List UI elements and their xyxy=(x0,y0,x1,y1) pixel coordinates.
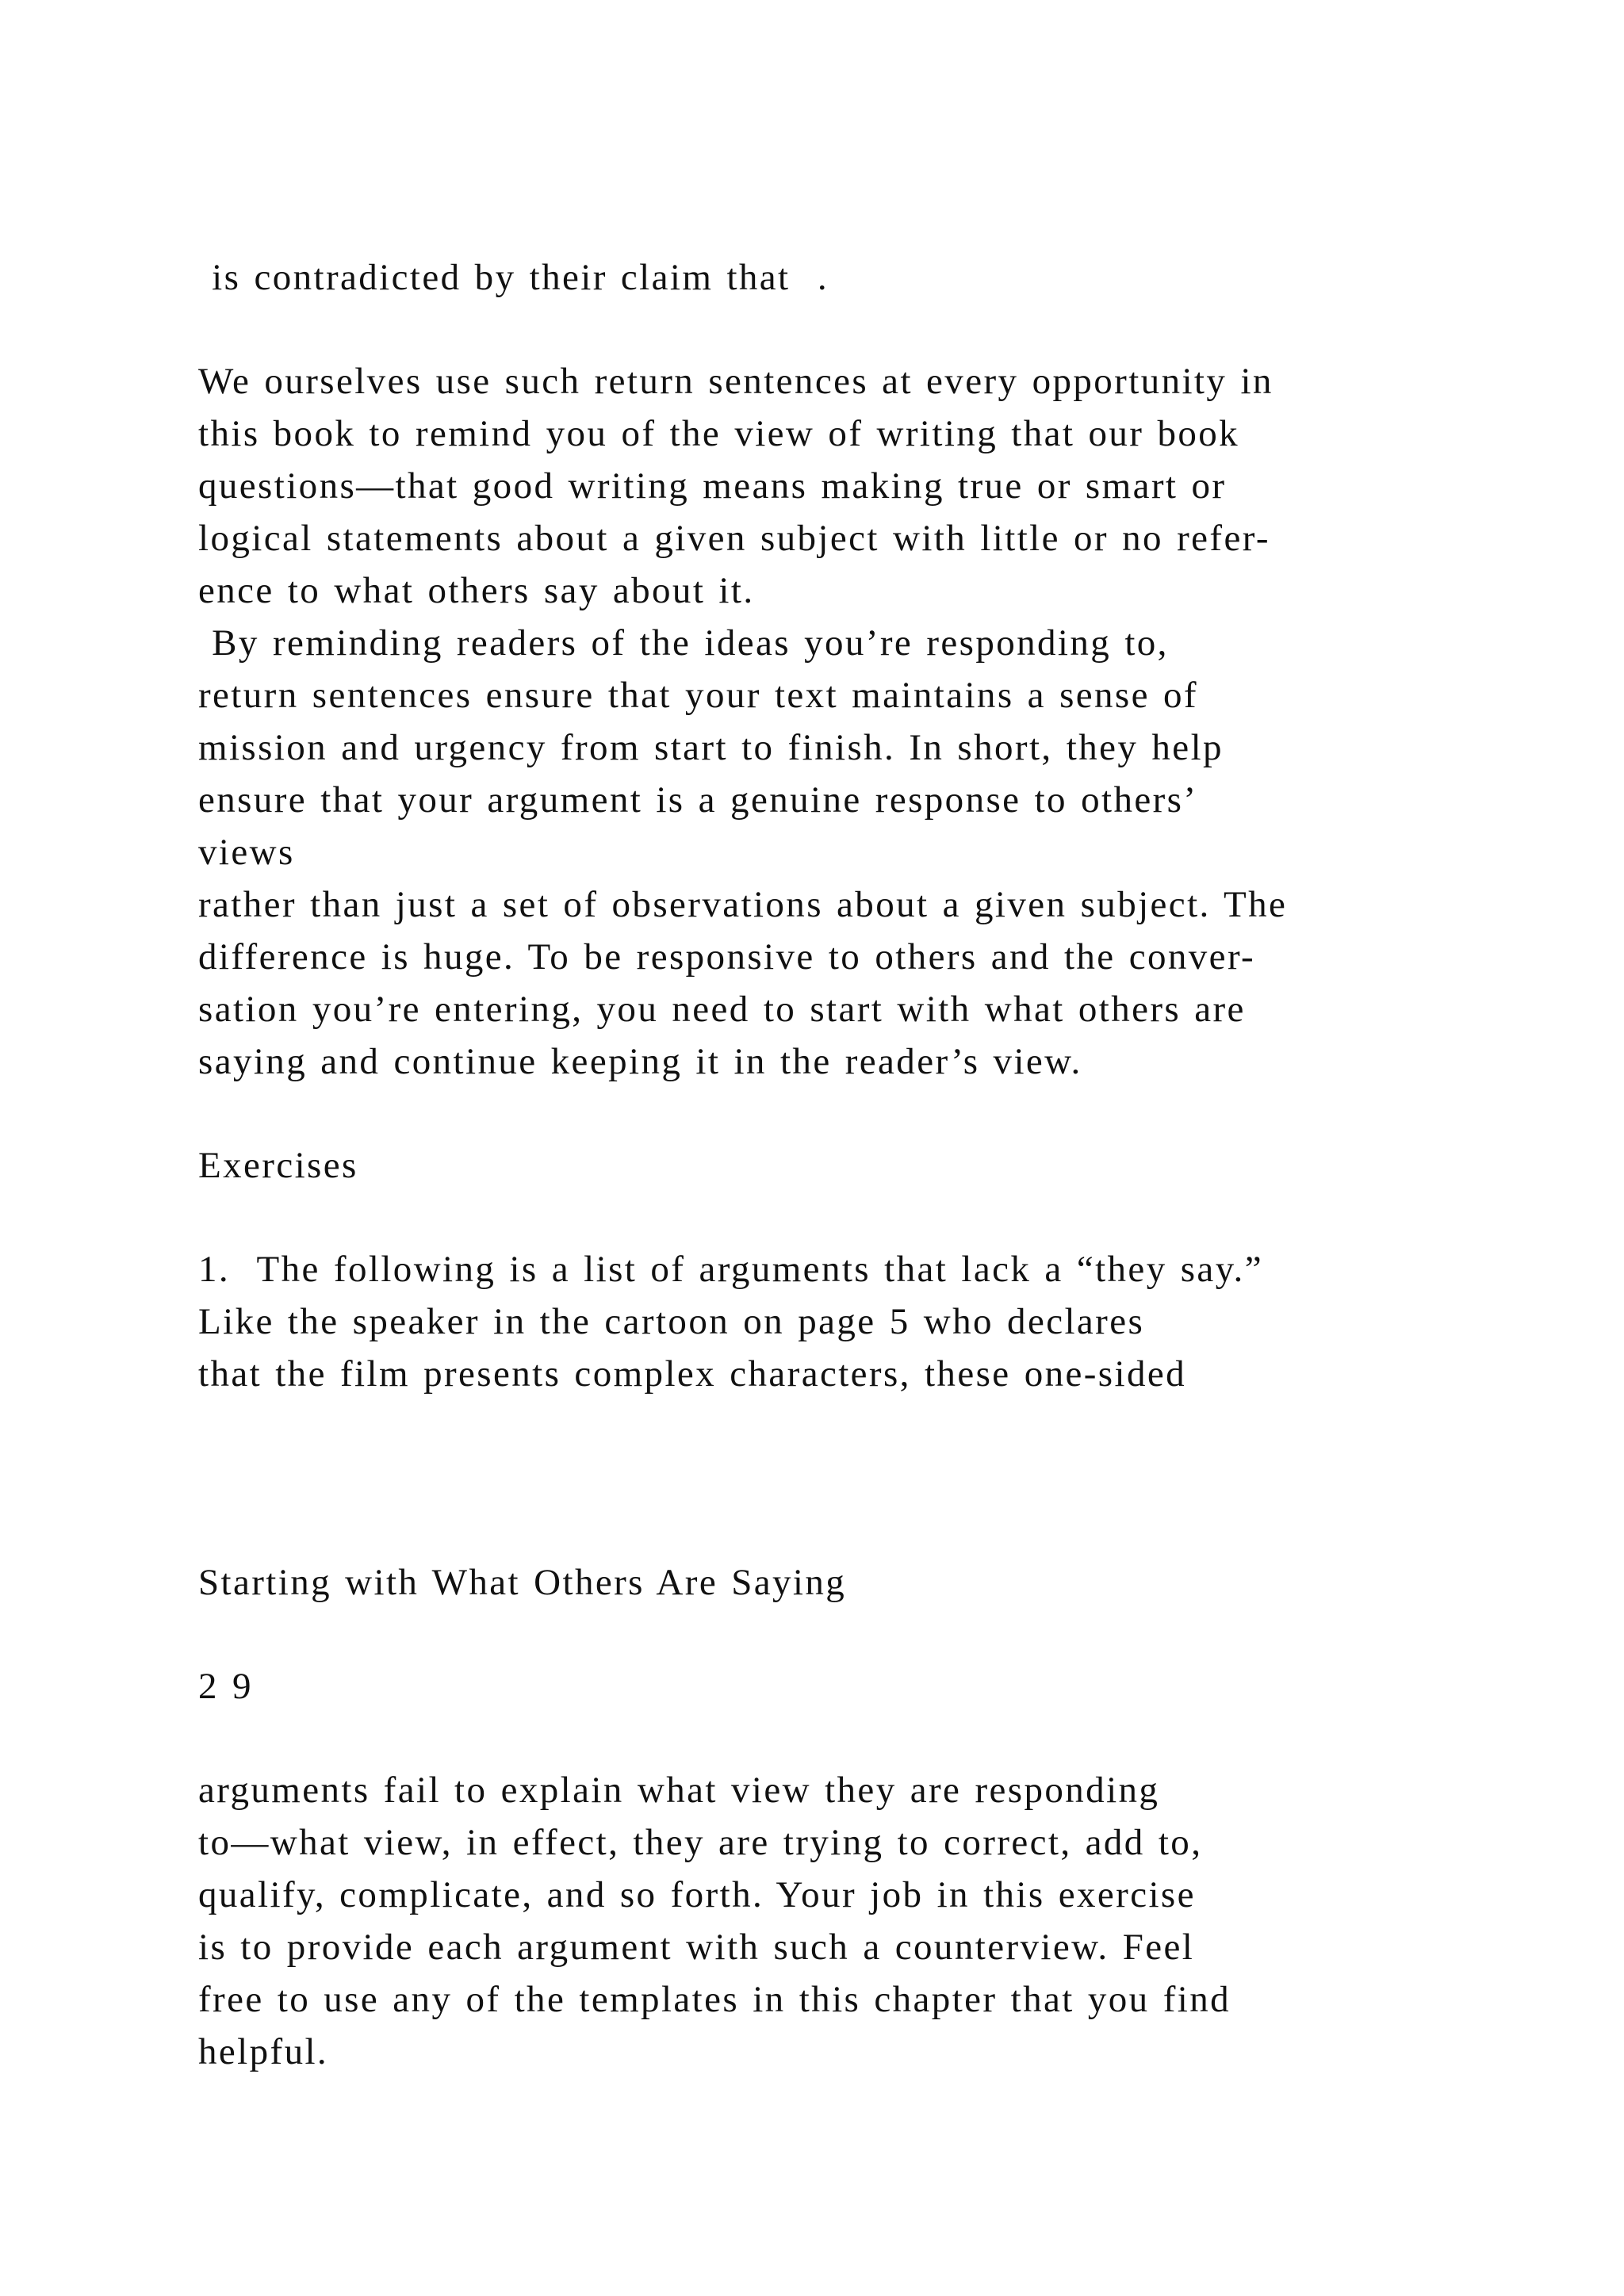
text-line: ence to what others say about it. xyxy=(198,570,755,611)
running-header: Starting with What Others Are Saying xyxy=(198,1562,847,1603)
text-line: logical statements about a given subject with little or no refer- xyxy=(198,518,1270,559)
text-line: views xyxy=(198,832,295,873)
text-line: rather than just a set of observations about a given subject. The xyxy=(198,884,1288,925)
section-heading: Exercises xyxy=(198,1145,358,1186)
text-line: free to use any of the templates in this chapter that you find xyxy=(198,1979,1231,2020)
text-line: this book to remind you of the view of writing that our book xyxy=(198,413,1240,454)
text-line: difference is huge. To be responsive to others and the conver- xyxy=(198,936,1256,978)
text-line: By reminding readers of the ideas you’re responding to, xyxy=(198,622,1169,664)
text-line: ensure that your argument is a genuine response to others’ xyxy=(198,779,1198,821)
text-line: that the film presents complex characters, these one-sided xyxy=(198,1353,1187,1395)
text-line: helpful. xyxy=(198,2031,329,2072)
text-line: Like the speaker in the cartoon on page 5 who declares xyxy=(198,1301,1145,1342)
text-line: We ourselves use such return sentences at every opportunity in xyxy=(198,361,1274,402)
text-line: arguments fail to explain what view they are responding xyxy=(198,1770,1160,1811)
text-line: is contradicted by their claim that . xyxy=(198,257,829,298)
text-line: sation you’re entering, you need to start with what others are xyxy=(198,989,1246,1030)
text-line: 1. The following is a list of arguments that lack a “they say.” xyxy=(198,1249,1263,1290)
text-line: questions—that good writing means making true or smart or xyxy=(198,465,1227,507)
text-line: qualify, complicate, and so forth. Your job in this exercise xyxy=(198,1874,1196,1915)
page-number: 2 9 xyxy=(198,1666,253,1707)
text-line: saying and continue keeping it in the reader’s view. xyxy=(198,1041,1082,1082)
text-line: to—what view, in effect, they are trying to correct, add to, xyxy=(198,1822,1203,1863)
text-line: mission and urgency from start to finish. In short, they help xyxy=(198,727,1224,768)
text-line: is to provide each argument with such a counterview. Feel xyxy=(198,1927,1195,1968)
text-line: return sentences ensure that your text maintains a sense of xyxy=(198,675,1198,716)
